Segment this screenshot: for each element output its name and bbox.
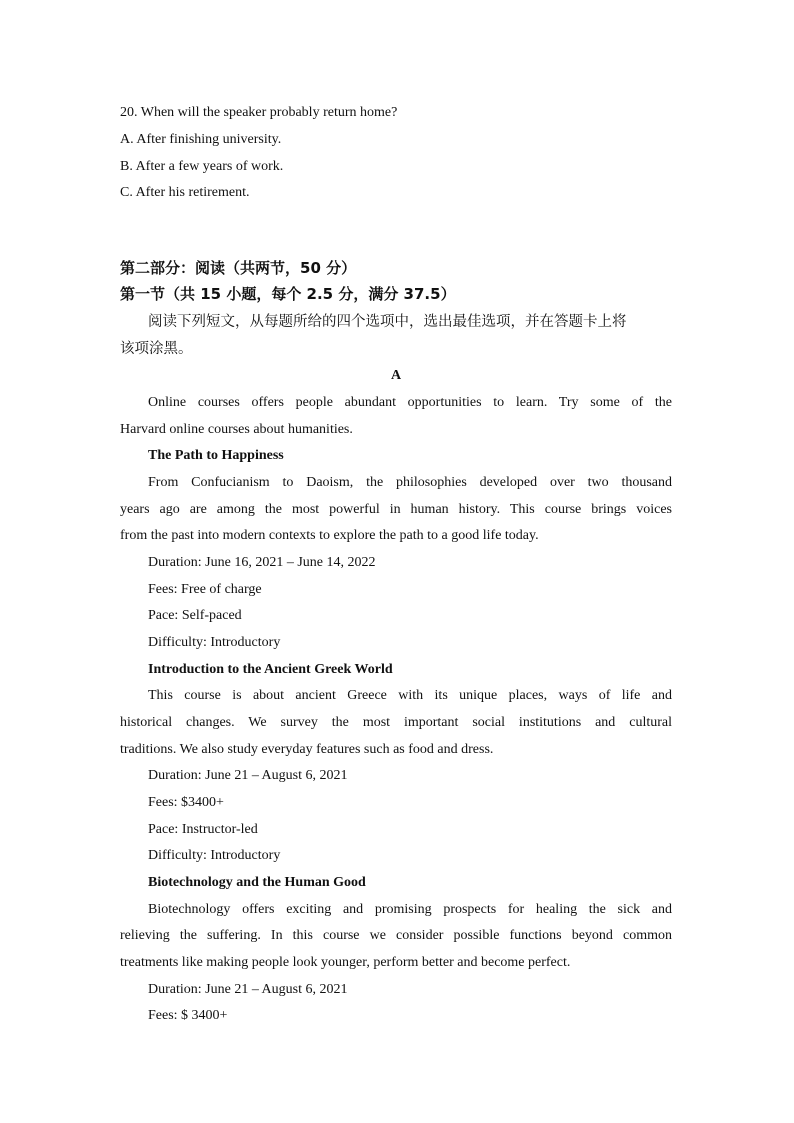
question-20-option-c: C. After his retirement. bbox=[120, 185, 250, 200]
question-20-stem: 20. When will the speaker probably return home? bbox=[120, 105, 398, 120]
part2-heading: 第二部分：阅读（共两节，50 分） bbox=[120, 259, 357, 277]
course-3-desc-line-1: Biotechnology offers exciting and promising prospects for healing the sick and bbox=[148, 902, 672, 917]
course-3-fees: Fees: $ 3400+ bbox=[148, 1008, 228, 1023]
question-20-option-a: A. After finishing university. bbox=[120, 132, 282, 147]
course-2-fees: Fees: $3400+ bbox=[148, 795, 224, 810]
course-2-desc-line-3: traditions. We also study everyday features such as food and dress. bbox=[120, 742, 494, 757]
course-3-duration: Duration: June 21 – August 6, 2021 bbox=[148, 982, 348, 997]
course-1-fees: Fees: Free of charge bbox=[148, 582, 262, 597]
course-2-pace: Pace: Instructor-led bbox=[148, 822, 258, 837]
course-2-difficulty: Difficulty: Introductory bbox=[148, 848, 281, 863]
section1-heading: 第一节（共 15 小题，每个 2.5 分，满分 37.5） bbox=[120, 285, 456, 303]
passage-intro-line-1: Online courses offers people abundant opportunities to learn. Try some of the bbox=[148, 395, 672, 410]
course-1-desc-line-2: years ago are among the most powerful in human history. This course brings voices bbox=[120, 502, 672, 517]
course-1-duration: Duration: June 16, 2021 – June 14, 2022 bbox=[148, 555, 376, 570]
course-1-desc-line-1: From Confucianism to Daoism, the philosophies developed over two thousand bbox=[148, 475, 672, 490]
course-1-desc-line-3: from the past into modern contexts to explore the path to a good life today. bbox=[120, 528, 539, 543]
instruction-line-2: 该项涂黑。 bbox=[120, 341, 193, 357]
course-1-pace: Pace: Self-paced bbox=[148, 608, 242, 623]
passage-label: A bbox=[390, 368, 402, 383]
passage-intro-line-2: Harvard online courses about humanities. bbox=[120, 422, 353, 437]
instruction-line-1: 阅读下列短文，从每题所给的四个选项中，选出最佳选项，并在答题卡上将 bbox=[148, 314, 627, 330]
course-2-title: Introduction to the Ancient Greek World bbox=[148, 662, 393, 677]
course-2-desc-line-1: This course is about ancient Greece with its unique places, ways of life and bbox=[148, 688, 672, 703]
course-3-desc-line-3: treatments like making people look younger, perform better and become perfect. bbox=[120, 955, 571, 970]
course-1-title: The Path to Happiness bbox=[148, 448, 284, 463]
course-2-desc-line-2: historical changes. We survey the most important social institutions and cultural bbox=[120, 715, 672, 730]
course-2-duration: Duration: June 21 – August 6, 2021 bbox=[148, 768, 348, 783]
course-3-desc-line-2: relieving the suffering. In this course we consider possible functions beyond common bbox=[120, 928, 672, 943]
question-20-option-b: B. After a few years of work. bbox=[120, 159, 284, 174]
course-3-title: Biotechnology and the Human Good bbox=[148, 875, 366, 890]
course-1-difficulty: Difficulty: Introductory bbox=[148, 635, 281, 650]
